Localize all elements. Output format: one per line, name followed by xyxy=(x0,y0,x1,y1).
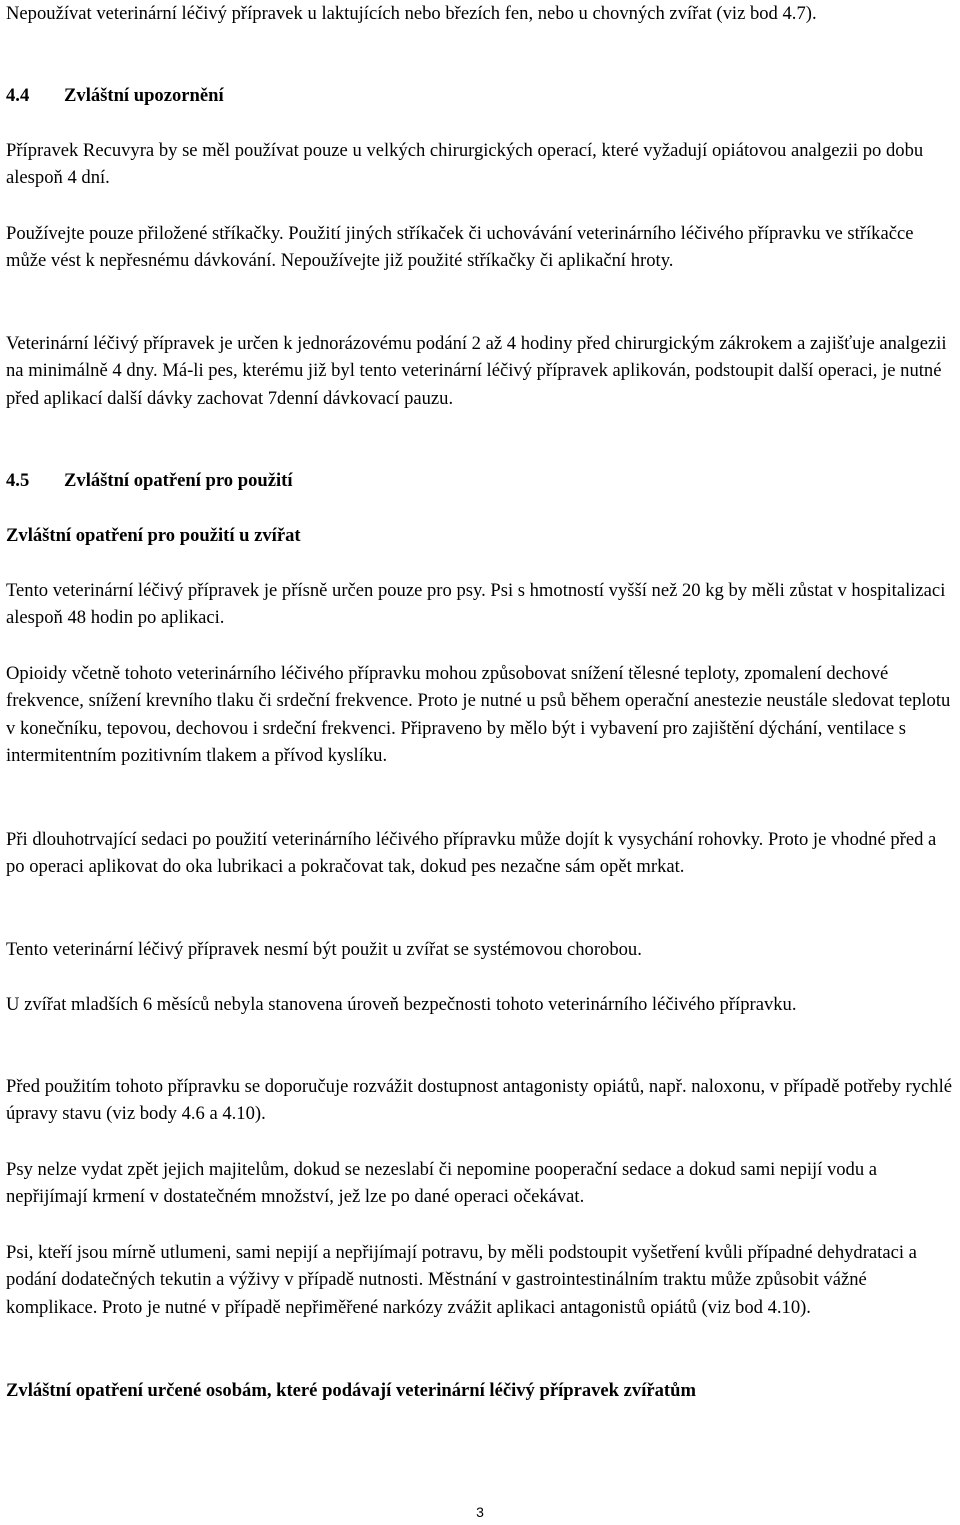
section-title: Zvláštní upozornění xyxy=(64,85,224,106)
section-title: Zvláštní opatření pro použití xyxy=(64,470,293,491)
paragraph: Opioidy včetně tohoto veterinárního léčivého přípravku mohou způsobovat snížení tělesné teploty, zpomalení dechové frekvence, snížení krevního tlaku či srdeční frekvence. Proto je nutné u psů během operační anestezie neustále sledovat teplotu v konečníku, tepovou, dechovou i srdeční frekvenci. Připraveno by mělo být i vybavení pro zajištění dýchání, ventilace s intermitentním pozitivním tlakem a přívod kyslíku. xyxy=(6,663,951,766)
paragraph: Tento veterinární léčivý přípravek je přísně určen pouze pro psy. Psi s hmotností vyšší než 20 kg by měli zůstat v hospitalizaci alespoň 48 hodin po aplikaci. xyxy=(6,580,946,629)
section-heading-4-5 xyxy=(6,467,293,494)
section-number: 4.4 xyxy=(6,85,30,106)
paragraph: Před použitím tohoto přípravku se doporučuje rozvážit dostupnost antagonisty opiátů, např. naloxonu, v případě potřeby rychlé úpravy stavu (viz body 4.6 a 4.10). xyxy=(6,1076,953,1125)
section-number: 4.5 xyxy=(6,470,30,491)
section-heading-4-4 xyxy=(6,82,224,109)
paragraph: Psi, kteří jsou mírně utlumeni, sami nepijí a nepřijímají potravu, by měli podstoupit vyšetření kvůli případné dehydrataci a podání dodatečných tekutin a výživy v případě nutnosti. Městnání v gastrointestinálním traktu může způsobit vážné komplikace. Proto je nutné v případě nepřiměřené narkózy zvážit aplikaci antagonistů opiátů (viz bod 4.10). xyxy=(6,1242,917,1318)
paragraph: Tento veterinární léčivý přípravek nesmí být použit u zvířat se systémovou chorobou. xyxy=(6,939,642,960)
intro-paragraph: Nepoužívat veterinární léčivý přípravek u laktujících nebo březích fen, nebo u chovných zvířat (viz bod 4.7). xyxy=(6,3,817,24)
paragraph: Při dlouhotrvající sedaci po použití veterinárního léčivého přípravku může dojít k vysychání rohovky. Proto je vhodné před a po operaci aplikovat do oka lubrikaci a pokračovat tak, dokud pes nezačne sám opět mrkat. xyxy=(6,829,937,878)
paragraph: Psy nelze vydat zpět jejich majitelům, dokud se nezeslabí či nepomine pooperační sedace a dokud sami nepijí vodu a nepřijímají krmení v dostatečném množství, jež lze po dané operaci očekávat. xyxy=(6,1159,878,1208)
paragraph: Veterinární léčivý přípravek je určen k jednorázovému podání 2 až 4 hodiny před chirurgickým zákrokem a zajišťuje analgezii na minimálně 4 dny. Má-li pes, kterému již byl tento veterinární léčivý přípravek aplikován, podstoupit další operaci, je nutné před aplikací další dávky zachovat 7denní dávkovací pauzu. xyxy=(6,333,947,409)
page-number: 3 xyxy=(476,1504,484,1520)
subheading-persons: Zvláštní opatření určené osobám, které podávají veterinární léčivý přípravek zvířatům xyxy=(6,1380,696,1401)
subheading-animals: Zvláštní opatření pro použití u zvířat xyxy=(6,525,301,546)
paragraph: U zvířat mladších 6 měsíců nebyla stanovena úroveň bezpečnosti tohoto veterinárního léčivého přípravku. xyxy=(6,994,797,1015)
paragraph: Používejte pouze přiložené stříkačky. Použití jiných stříkaček či uchovávání veterinárního léčivého přípravku ve stříkačce může vést k nepřesnému dávkování. Nepoužívejte již použité stříkačky či aplikační hroty. xyxy=(6,223,914,272)
paragraph: Přípravek Recuvyra by se měl používat pouze u velkých chirurgických operací, které vyžadují opiátovou analgezii po dobu alespoň 4 dní. xyxy=(6,140,924,189)
